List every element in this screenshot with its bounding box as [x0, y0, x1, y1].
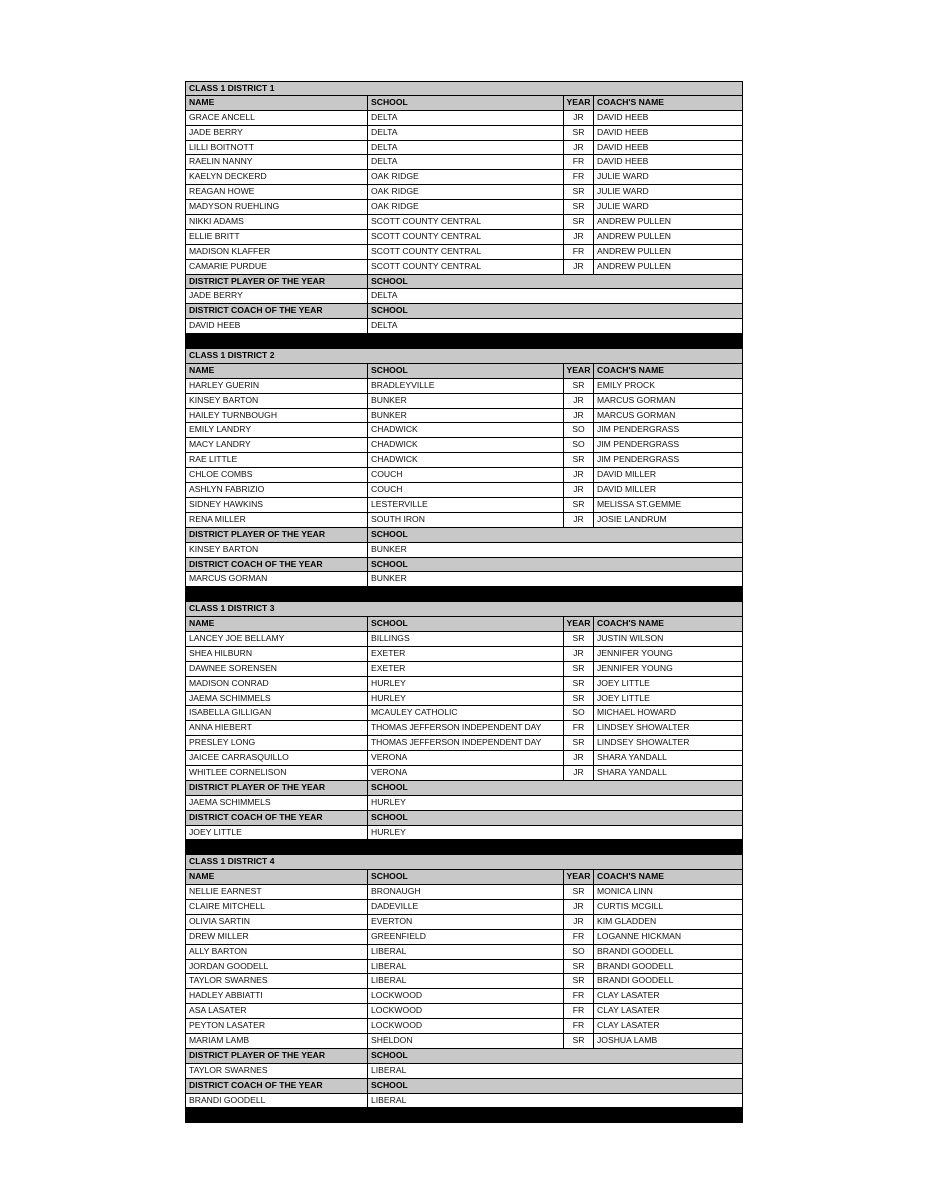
player-year: SO: [564, 438, 594, 452]
player-of-year-name: JAEMA SCHIMMELS: [186, 796, 368, 810]
coach-of-year-school: BUNKER: [371, 573, 407, 584]
player-name: MADISON KLAFFER: [186, 245, 368, 259]
player-school: OAK RIDGE: [368, 170, 564, 184]
coach-of-year-school-label: SCHOOL: [371, 558, 408, 569]
player-of-year-header: [185, 781, 743, 796]
coach-of-year-label: DISTRICT COACH OF THE YEAR: [186, 558, 368, 572]
player-year: FR: [564, 1019, 594, 1033]
table-row: [185, 974, 743, 989]
player-school: EVERTON: [368, 915, 564, 929]
player-name: TAYLOR SWARNES: [186, 974, 368, 988]
table-row: [185, 155, 743, 170]
table-row: [185, 200, 743, 215]
player-name: SHEA HILBURN: [186, 647, 368, 661]
player-school: LIBERAL: [368, 960, 564, 974]
coach-name: DAVID HEEB: [597, 111, 649, 122]
player-name: OLIVIA SARTIN: [186, 915, 368, 929]
coach-name: BRANDI GOODELL: [597, 975, 674, 986]
player-school: BRADLEYVILLE: [368, 379, 564, 393]
player-school: COUCH: [368, 468, 564, 482]
player-name: JORDAN GOODELL: [186, 960, 368, 974]
district-title: CLASS 1 DISTRICT 2: [189, 350, 275, 361]
header-name: NAME: [186, 870, 368, 884]
coach-name: DAVID HEEB: [597, 156, 649, 167]
player-name: RAELIN NANNY: [186, 155, 368, 169]
coach-name: BRANDI GOODELL: [597, 945, 674, 956]
player-year: JR: [564, 915, 594, 929]
table-row: [185, 1019, 743, 1034]
player-year: SO: [564, 423, 594, 437]
player-of-year-school: DELTA: [371, 290, 398, 301]
player-name: ISABELLA GILLIGAN: [186, 706, 368, 720]
player-year: SR: [564, 662, 594, 676]
table-row: [185, 245, 743, 260]
player-school: BUNKER: [368, 394, 564, 408]
player-name: EMILY LANDRY: [186, 423, 368, 437]
column-header-row: [185, 96, 743, 111]
player-year: SR: [564, 1034, 594, 1048]
player-school: SCOTT COUNTY CENTRAL: [368, 260, 564, 274]
table-row: [185, 111, 743, 126]
player-year: JR: [564, 751, 594, 765]
section-divider: [185, 587, 743, 602]
table-row: [185, 483, 743, 498]
header-school: SCHOOL: [368, 870, 564, 884]
player-year: FR: [564, 245, 594, 259]
coach-of-year-header: [185, 1079, 743, 1094]
coach-name: LINDSEY SHOWALTER: [597, 722, 690, 733]
player-of-year-row: [185, 1064, 743, 1079]
header-year: YEAR: [564, 364, 594, 378]
table-row: [185, 215, 743, 230]
player-school: SOUTH IRON: [368, 513, 564, 527]
player-name: JADE BERRY: [186, 126, 368, 140]
table-row: [185, 751, 743, 766]
player-school: EXETER: [368, 647, 564, 661]
coach-name: JULIE WARD: [597, 201, 649, 212]
player-school: CHADWICK: [368, 453, 564, 467]
section-divider: [185, 334, 743, 349]
coach-name: SHARA YANDALL: [597, 752, 667, 763]
table-row: [185, 513, 743, 528]
player-school: DELTA: [368, 111, 564, 125]
table-row: [185, 230, 743, 245]
player-year: JR: [564, 260, 594, 274]
coach-name: JUSTIN WILSON: [597, 632, 664, 643]
player-year: FR: [564, 170, 594, 184]
player-school: DELTA: [368, 141, 564, 155]
coach-name: JOEY LITTLE: [597, 692, 650, 703]
player-year: SR: [564, 974, 594, 988]
player-school: THOMAS JEFFERSON INDEPENDENT DAY: [368, 736, 564, 750]
player-year: SR: [564, 453, 594, 467]
player-school: BUNKER: [368, 409, 564, 423]
player-school: BILLINGS: [368, 632, 564, 646]
player-school: OAK RIDGE: [368, 200, 564, 214]
player-name: CHLOE COMBS: [186, 468, 368, 482]
coach-name: MONICA LINN: [597, 886, 653, 897]
header-year: YEAR: [564, 870, 594, 884]
coach-name: DAVID MILLER: [597, 484, 657, 495]
header-name: NAME: [186, 364, 368, 378]
coach-of-year-header: [185, 811, 743, 826]
player-school: VERONA: [368, 766, 564, 780]
player-year: SO: [564, 706, 594, 720]
player-name: ASHLYN FABRIZIO: [186, 483, 368, 497]
player-of-year-header: [185, 528, 743, 543]
player-year: JR: [564, 409, 594, 423]
player-year: JR: [564, 900, 594, 914]
player-name: CAMARIE PURDUE: [186, 260, 368, 274]
coach-name: CURTIS MCGILL: [597, 900, 664, 911]
player-school: HURLEY: [368, 692, 564, 706]
coach-name: ANDREW PULLEN: [597, 216, 672, 227]
table-row: [185, 185, 743, 200]
player-year: FR: [564, 155, 594, 169]
player-name: RENA MILLER: [186, 513, 368, 527]
player-school: OAK RIDGE: [368, 185, 564, 199]
district-title-row: [185, 855, 743, 870]
player-of-year-school: BUNKER: [371, 543, 407, 554]
table-row: [185, 885, 743, 900]
player-year: JR: [564, 230, 594, 244]
coach-name: LOGANNE HICKMAN: [597, 930, 682, 941]
player-year: SR: [564, 215, 594, 229]
player-school: LIBERAL: [368, 974, 564, 988]
coach-name: DAVID HEEB: [597, 141, 649, 152]
table-row: [185, 736, 743, 751]
player-year: SR: [564, 185, 594, 199]
table-row: [185, 900, 743, 915]
player-of-year-name: JADE BERRY: [186, 289, 368, 303]
player-school: DADEVILLE: [368, 900, 564, 914]
table-row: [185, 423, 743, 438]
coach-name: KIM GLADDEN: [597, 915, 657, 926]
coach-name: CLAY LASATER: [597, 1005, 660, 1016]
coach-of-year-school: LIBERAL: [371, 1094, 407, 1105]
player-school: DELTA: [368, 155, 564, 169]
player-year: FR: [564, 930, 594, 944]
player-year: SR: [564, 632, 594, 646]
player-name: HADLEY ABBIATTI: [186, 989, 368, 1003]
coach-name: JENNIFER YOUNG: [597, 647, 673, 658]
coach-name: DAVID MILLER: [597, 469, 657, 480]
coach-of-year-school-label: SCHOOL: [371, 1079, 408, 1090]
table-row: [185, 394, 743, 409]
player-name: HARLEY GUERIN: [186, 379, 368, 393]
player-name: CLAIRE MITCHELL: [186, 900, 368, 914]
header-coach: COACH'S NAME: [597, 871, 664, 882]
header-name: NAME: [186, 617, 368, 631]
coach-of-year-name: BRANDI GOODELL: [186, 1094, 368, 1108]
player-name: KAELYN DECKERD: [186, 170, 368, 184]
coach-name: JULIE WARD: [597, 171, 649, 182]
player-name: JAEMA SCHIMMELS: [186, 692, 368, 706]
coach-of-year-school: DELTA: [371, 320, 398, 331]
column-header-row: [185, 364, 743, 379]
player-name: REAGAN HOWE: [186, 185, 368, 199]
header-school: SCHOOL: [368, 364, 564, 378]
table-row: [185, 260, 743, 275]
player-school: LESTERVILLE: [368, 498, 564, 512]
section-divider: [185, 840, 743, 855]
coach-of-year-name: MARCUS GORMAN: [186, 572, 368, 586]
player-of-year-label: DISTRICT PLAYER OF THE YEAR: [186, 275, 368, 289]
district-title-row: [185, 349, 743, 364]
district-title: CLASS 1 DISTRICT 3: [189, 603, 275, 614]
player-year: FR: [564, 989, 594, 1003]
player-year: SO: [564, 945, 594, 959]
player-year: FR: [564, 721, 594, 735]
player-of-year-label: DISTRICT PLAYER OF THE YEAR: [186, 781, 368, 795]
player-school: COUCH: [368, 483, 564, 497]
player-name: MADISON CONRAD: [186, 677, 368, 691]
table-row: [185, 662, 743, 677]
table-row: [185, 438, 743, 453]
coach-of-year-school: HURLEY: [371, 826, 406, 837]
header-coach: COACH'S NAME: [597, 364, 664, 375]
player-name: SIDNEY HAWKINS: [186, 498, 368, 512]
header-year: YEAR: [564, 96, 594, 110]
coach-of-year-school-label: SCHOOL: [371, 305, 408, 316]
player-of-year-name: KINSEY BARTON: [186, 543, 368, 557]
table-row: [185, 126, 743, 141]
player-name: MACY LANDRY: [186, 438, 368, 452]
player-name: MARIAM LAMB: [186, 1034, 368, 1048]
player-school: EXETER: [368, 662, 564, 676]
player-name: NIKKI ADAMS: [186, 215, 368, 229]
player-of-year-school-label: SCHOOL: [371, 275, 408, 286]
player-year: JR: [564, 483, 594, 497]
player-school: VERONA: [368, 751, 564, 765]
player-year: SR: [564, 126, 594, 140]
table-row: [185, 1004, 743, 1019]
player-school: SCOTT COUNTY CENTRAL: [368, 230, 564, 244]
coach-name: JULIE WARD: [597, 186, 649, 197]
player-school: CHADWICK: [368, 423, 564, 437]
player-year: SR: [564, 200, 594, 214]
coach-name: MARCUS GORMAN: [597, 394, 676, 405]
player-school: GREENFIELD: [368, 930, 564, 944]
player-name: NELLIE EARNEST: [186, 885, 368, 899]
column-header-row: [185, 617, 743, 632]
player-year: JR: [564, 647, 594, 661]
player-name: PEYTON LASATER: [186, 1019, 368, 1033]
coach-name: MICHAEL HOWARD: [597, 707, 677, 718]
player-school: MCAULEY CATHOLIC: [368, 706, 564, 720]
coach-name: LINDSEY SHOWALTER: [597, 737, 690, 748]
player-year: JR: [564, 394, 594, 408]
player-name: DREW MILLER: [186, 930, 368, 944]
player-of-year-school: LIBERAL: [371, 1064, 407, 1075]
player-of-year-school-label: SCHOOL: [371, 781, 408, 792]
coach-name: CLAY LASATER: [597, 1020, 660, 1031]
coach-name: JOSHUA LAMB: [597, 1035, 658, 1045]
player-year: SR: [564, 692, 594, 706]
player-year: JR: [564, 141, 594, 155]
player-name: DAWNEE SORENSEN: [186, 662, 368, 676]
player-of-year-header: [185, 275, 743, 290]
player-school: SCOTT COUNTY CENTRAL: [368, 245, 564, 259]
table-row: [185, 721, 743, 736]
player-of-year-row: [185, 289, 743, 304]
player-name: PRESLEY LONG: [186, 736, 368, 750]
player-school: CHADWICK: [368, 438, 564, 452]
player-year: SR: [564, 960, 594, 974]
coach-of-year-header: [185, 558, 743, 573]
player-of-year-school-label: SCHOOL: [371, 1049, 408, 1060]
table-row: [185, 468, 743, 483]
table-row: [185, 409, 743, 424]
table-row: [185, 989, 743, 1004]
player-year: SR: [564, 379, 594, 393]
player-school: BRONAUGH: [368, 885, 564, 899]
player-of-year-row: [185, 796, 743, 811]
player-name: WHITLEE CORNELISON: [186, 766, 368, 780]
player-school: LOCKWOOD: [368, 1019, 564, 1033]
column-header-row: [185, 870, 743, 885]
coach-of-year-label: DISTRICT COACH OF THE YEAR: [186, 811, 368, 825]
player-name: HAILEY TURNBOUGH: [186, 409, 368, 423]
coach-name: ANDREW PULLEN: [597, 230, 672, 241]
table-row: [185, 930, 743, 945]
player-name: LANCEY JOE BELLAMY: [186, 632, 368, 646]
coach-name: ANDREW PULLEN: [597, 260, 672, 271]
table-row: [185, 379, 743, 394]
header-school: SCHOOL: [368, 96, 564, 110]
table-row: [185, 1034, 743, 1049]
header-coach: COACH'S NAME: [597, 96, 664, 107]
coach-name: JIM PENDERGRASS: [597, 439, 680, 450]
player-of-year-row: [185, 543, 743, 558]
coach-of-year-label: DISTRICT COACH OF THE YEAR: [186, 1079, 368, 1093]
player-year: SR: [564, 736, 594, 750]
coach-of-year-label: DISTRICT COACH OF THE YEAR: [186, 304, 368, 318]
coach-name: SHARA YANDALL: [597, 766, 667, 777]
coach-name: JIM PENDERGRASS: [597, 424, 680, 435]
coach-of-year-row: [185, 826, 743, 841]
player-year: FR: [564, 1004, 594, 1018]
player-school: SHELDON: [368, 1034, 564, 1048]
coach-of-year-header: [185, 304, 743, 319]
player-name: JAICEE CARRASQUILLO: [186, 751, 368, 765]
table-row: [185, 766, 743, 781]
player-name: MADYSON RUEHLING: [186, 200, 368, 214]
header-coach: COACH'S NAME: [597, 618, 664, 629]
player-name: ANNA HIEBERT: [186, 721, 368, 735]
table-row: [185, 945, 743, 960]
coach-of-year-row: [185, 572, 743, 587]
player-name: GRACE ANCELL: [186, 111, 368, 125]
player-school: LOCKWOOD: [368, 989, 564, 1003]
header-year: YEAR: [564, 617, 594, 631]
coach-name: JOEY LITTLE: [597, 677, 650, 688]
player-year: JR: [564, 766, 594, 780]
player-year: SR: [564, 677, 594, 691]
player-name: KINSEY BARTON: [186, 394, 368, 408]
table-row: [185, 960, 743, 975]
coach-of-year-row: [185, 319, 743, 334]
player-of-year-school-label: SCHOOL: [371, 528, 408, 539]
all-district-table: [185, 81, 743, 1123]
coach-name: EMILY PROCK: [597, 379, 655, 390]
header-name: NAME: [186, 96, 368, 110]
player-school: THOMAS JEFFERSON INDEPENDENT DAY: [368, 721, 564, 735]
coach-name: JIM PENDERGRASS: [597, 454, 680, 465]
player-school: LOCKWOOD: [368, 1004, 564, 1018]
district-title-row: [185, 602, 743, 617]
coach-name: BRANDI GOODELL: [597, 960, 674, 971]
table-row: [185, 453, 743, 468]
player-name: ALLY BARTON: [186, 945, 368, 959]
table-row: [185, 915, 743, 930]
player-of-year-label: DISTRICT PLAYER OF THE YEAR: [186, 528, 368, 542]
coach-name: DAVID HEEB: [597, 126, 649, 137]
district-title-row: [185, 81, 743, 96]
coach-of-year-name: JOEY LITTLE: [186, 826, 368, 840]
coach-name: MELISSA ST.GEMME: [597, 498, 682, 509]
coach-name: CLAY LASATER: [597, 990, 660, 1001]
table-row: [185, 170, 743, 185]
section-divider: [185, 1108, 743, 1123]
player-of-year-label: DISTRICT PLAYER OF THE YEAR: [186, 1049, 368, 1063]
coach-name: MARCUS GORMAN: [597, 409, 676, 420]
table-row: [185, 141, 743, 156]
table-row: [185, 677, 743, 692]
player-year: JR: [564, 468, 594, 482]
table-row: [185, 692, 743, 707]
player-name: RAE LITTLE: [186, 453, 368, 467]
table-row: [185, 632, 743, 647]
player-school: HURLEY: [368, 677, 564, 691]
coach-name: JENNIFER YOUNG: [597, 662, 673, 673]
player-year: SR: [564, 498, 594, 512]
coach-name: ANDREW PULLEN: [597, 245, 672, 256]
table-row: [185, 498, 743, 513]
player-name: ASA LASATER: [186, 1004, 368, 1018]
district-title: CLASS 1 DISTRICT 1: [189, 83, 275, 93]
coach-name: JOSIE LANDRUM: [597, 513, 667, 524]
player-name: ELLIE BRITT: [186, 230, 368, 244]
player-of-year-header: [185, 1049, 743, 1064]
district-title: CLASS 1 DISTRICT 4: [189, 856, 275, 867]
player-school: SCOTT COUNTY CENTRAL: [368, 215, 564, 229]
table-row: [185, 706, 743, 721]
coach-of-year-row: [185, 1094, 743, 1109]
player-year: JR: [564, 111, 594, 125]
table-row: [185, 647, 743, 662]
player-of-year-name: TAYLOR SWARNES: [186, 1064, 368, 1078]
player-year: JR: [564, 513, 594, 527]
player-school: LIBERAL: [368, 945, 564, 959]
player-year: SR: [564, 885, 594, 899]
coach-of-year-school-label: SCHOOL: [371, 811, 408, 822]
player-of-year-school: HURLEY: [371, 796, 406, 807]
coach-of-year-name: DAVID HEEB: [186, 319, 368, 333]
player-name: LILLI BOITNOTT: [186, 141, 368, 155]
player-school: DELTA: [368, 126, 564, 140]
header-school: SCHOOL: [368, 617, 564, 631]
